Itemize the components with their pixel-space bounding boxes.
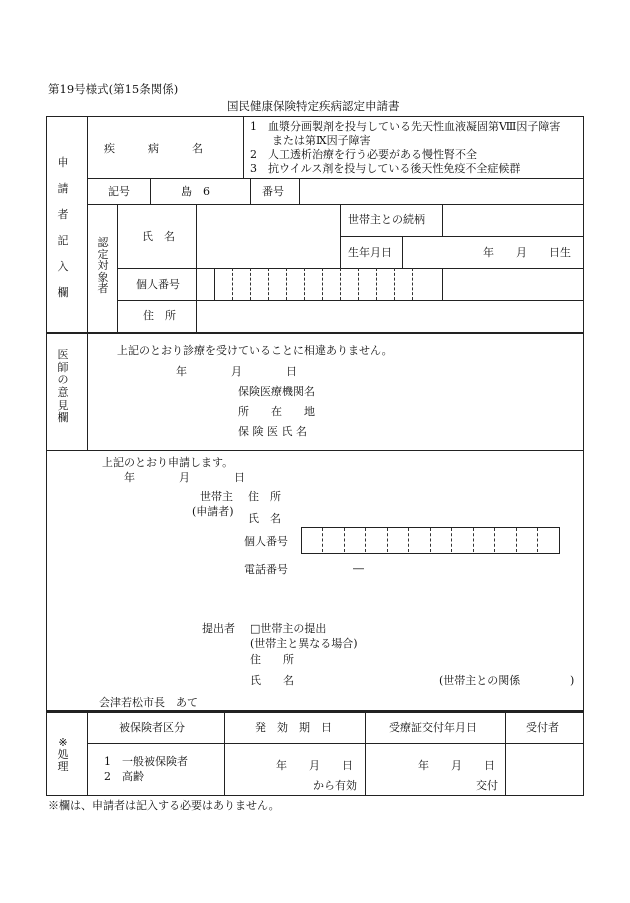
birth-date-format: 年 月 日生 [483,246,571,259]
applicant-paren: (申請者) [192,505,234,518]
disease-option-1-cont: または第Ⅸ因子障害 [250,134,371,147]
doctor-statement: 上記のとおり診療を受けていることに相違ありません。 [117,344,393,357]
submitter-relation-close: ) [570,674,575,687]
disease-option-1: 1 血漿分画製剤を投与している先天性血液凝固第Ⅷ因子障害 [250,120,561,133]
applicant-side-label: 申 請 者 記 入 欄 [57,156,69,300]
submitter-label: 提出者 [202,622,235,635]
submitter-note: (世帯主と異なる場合) [250,637,358,650]
doctor-name-label: 保 険 医 氏 名 [238,425,307,438]
name-label: 氏 名 [142,230,175,243]
section-divider [46,450,584,451]
section-divider [46,332,584,334]
birth-label: 生年月日 [348,246,392,259]
issue-suffix: 交付 [476,779,498,792]
householder-personal-number-label: 個人番号 [244,535,288,548]
personal-number-label: 個人番号 [136,278,180,291]
submitter-relation-label: (世帯主との関係 [439,674,521,687]
application-statement: 上記のとおり申請します。 [102,456,234,469]
submitter-checkbox[interactable]: □世帯主の提出 [250,622,327,635]
header-insured-category: 被保険者区分 [119,721,185,734]
subject-side-label: 認 定 対 象 者 [97,236,109,296]
header-effective-date: 発 効 期 日 [255,721,332,734]
kigo-label: 記号 [108,185,130,198]
form-number: 第19号様式(第15条関係) [48,82,179,96]
footnote: ※欄は、申請者は記入する必要はありません。 [48,799,280,812]
phone-label: 電話番号 [244,563,288,576]
disease-option-3: 3 抗ウイルス剤を投与している後天性免疫不全症候群 [250,162,521,175]
phone-dash: ― [353,562,364,575]
householder-label: 世帯主 [200,490,233,503]
relation-label: 世帯主との続柄 [348,213,425,226]
kigo-value: 島 6 [181,185,210,198]
header-issue-date: 受療証交付年月日 [389,721,477,734]
addressee: 会津若松市長 あて [99,696,198,709]
location-label: 所 在 地 [238,405,315,418]
category-elderly: 2 高齢 [104,770,144,783]
address-label: 住 所 [143,309,176,322]
processing-side-label: ※ 処 理 [57,736,69,774]
issue-date-format: 年 月 日 [418,759,495,772]
doctor-date-format: 年 月 日 [176,365,297,378]
submitter-name-label: 氏 名 [250,674,294,687]
disease-option-2: 2 人工透析治療を行う必要がある慢性腎不全 [250,148,477,161]
application-date-format: 年 月 日 [124,471,245,484]
disease-label: 疾 病 名 [104,142,203,155]
effective-suffix: から有効 [313,779,357,792]
effective-date-format: 年 月 日 [276,759,353,772]
doctor-side-label: 医 師 の 意 見 欄 [57,348,69,425]
category-general: 1 一般被保険者 [104,755,188,768]
householder-name-label: 氏 名 [248,512,281,525]
header-receiver: 受付者 [526,721,559,734]
bango-label: 番号 [262,185,284,198]
submitter-address-label: 住 所 [250,653,294,666]
householder-address-label: 住 所 [248,490,281,503]
institution-label: 保険医療機関名 [238,385,315,398]
form-title: 国民健康保険特定疾病認定申請書 [227,99,400,113]
